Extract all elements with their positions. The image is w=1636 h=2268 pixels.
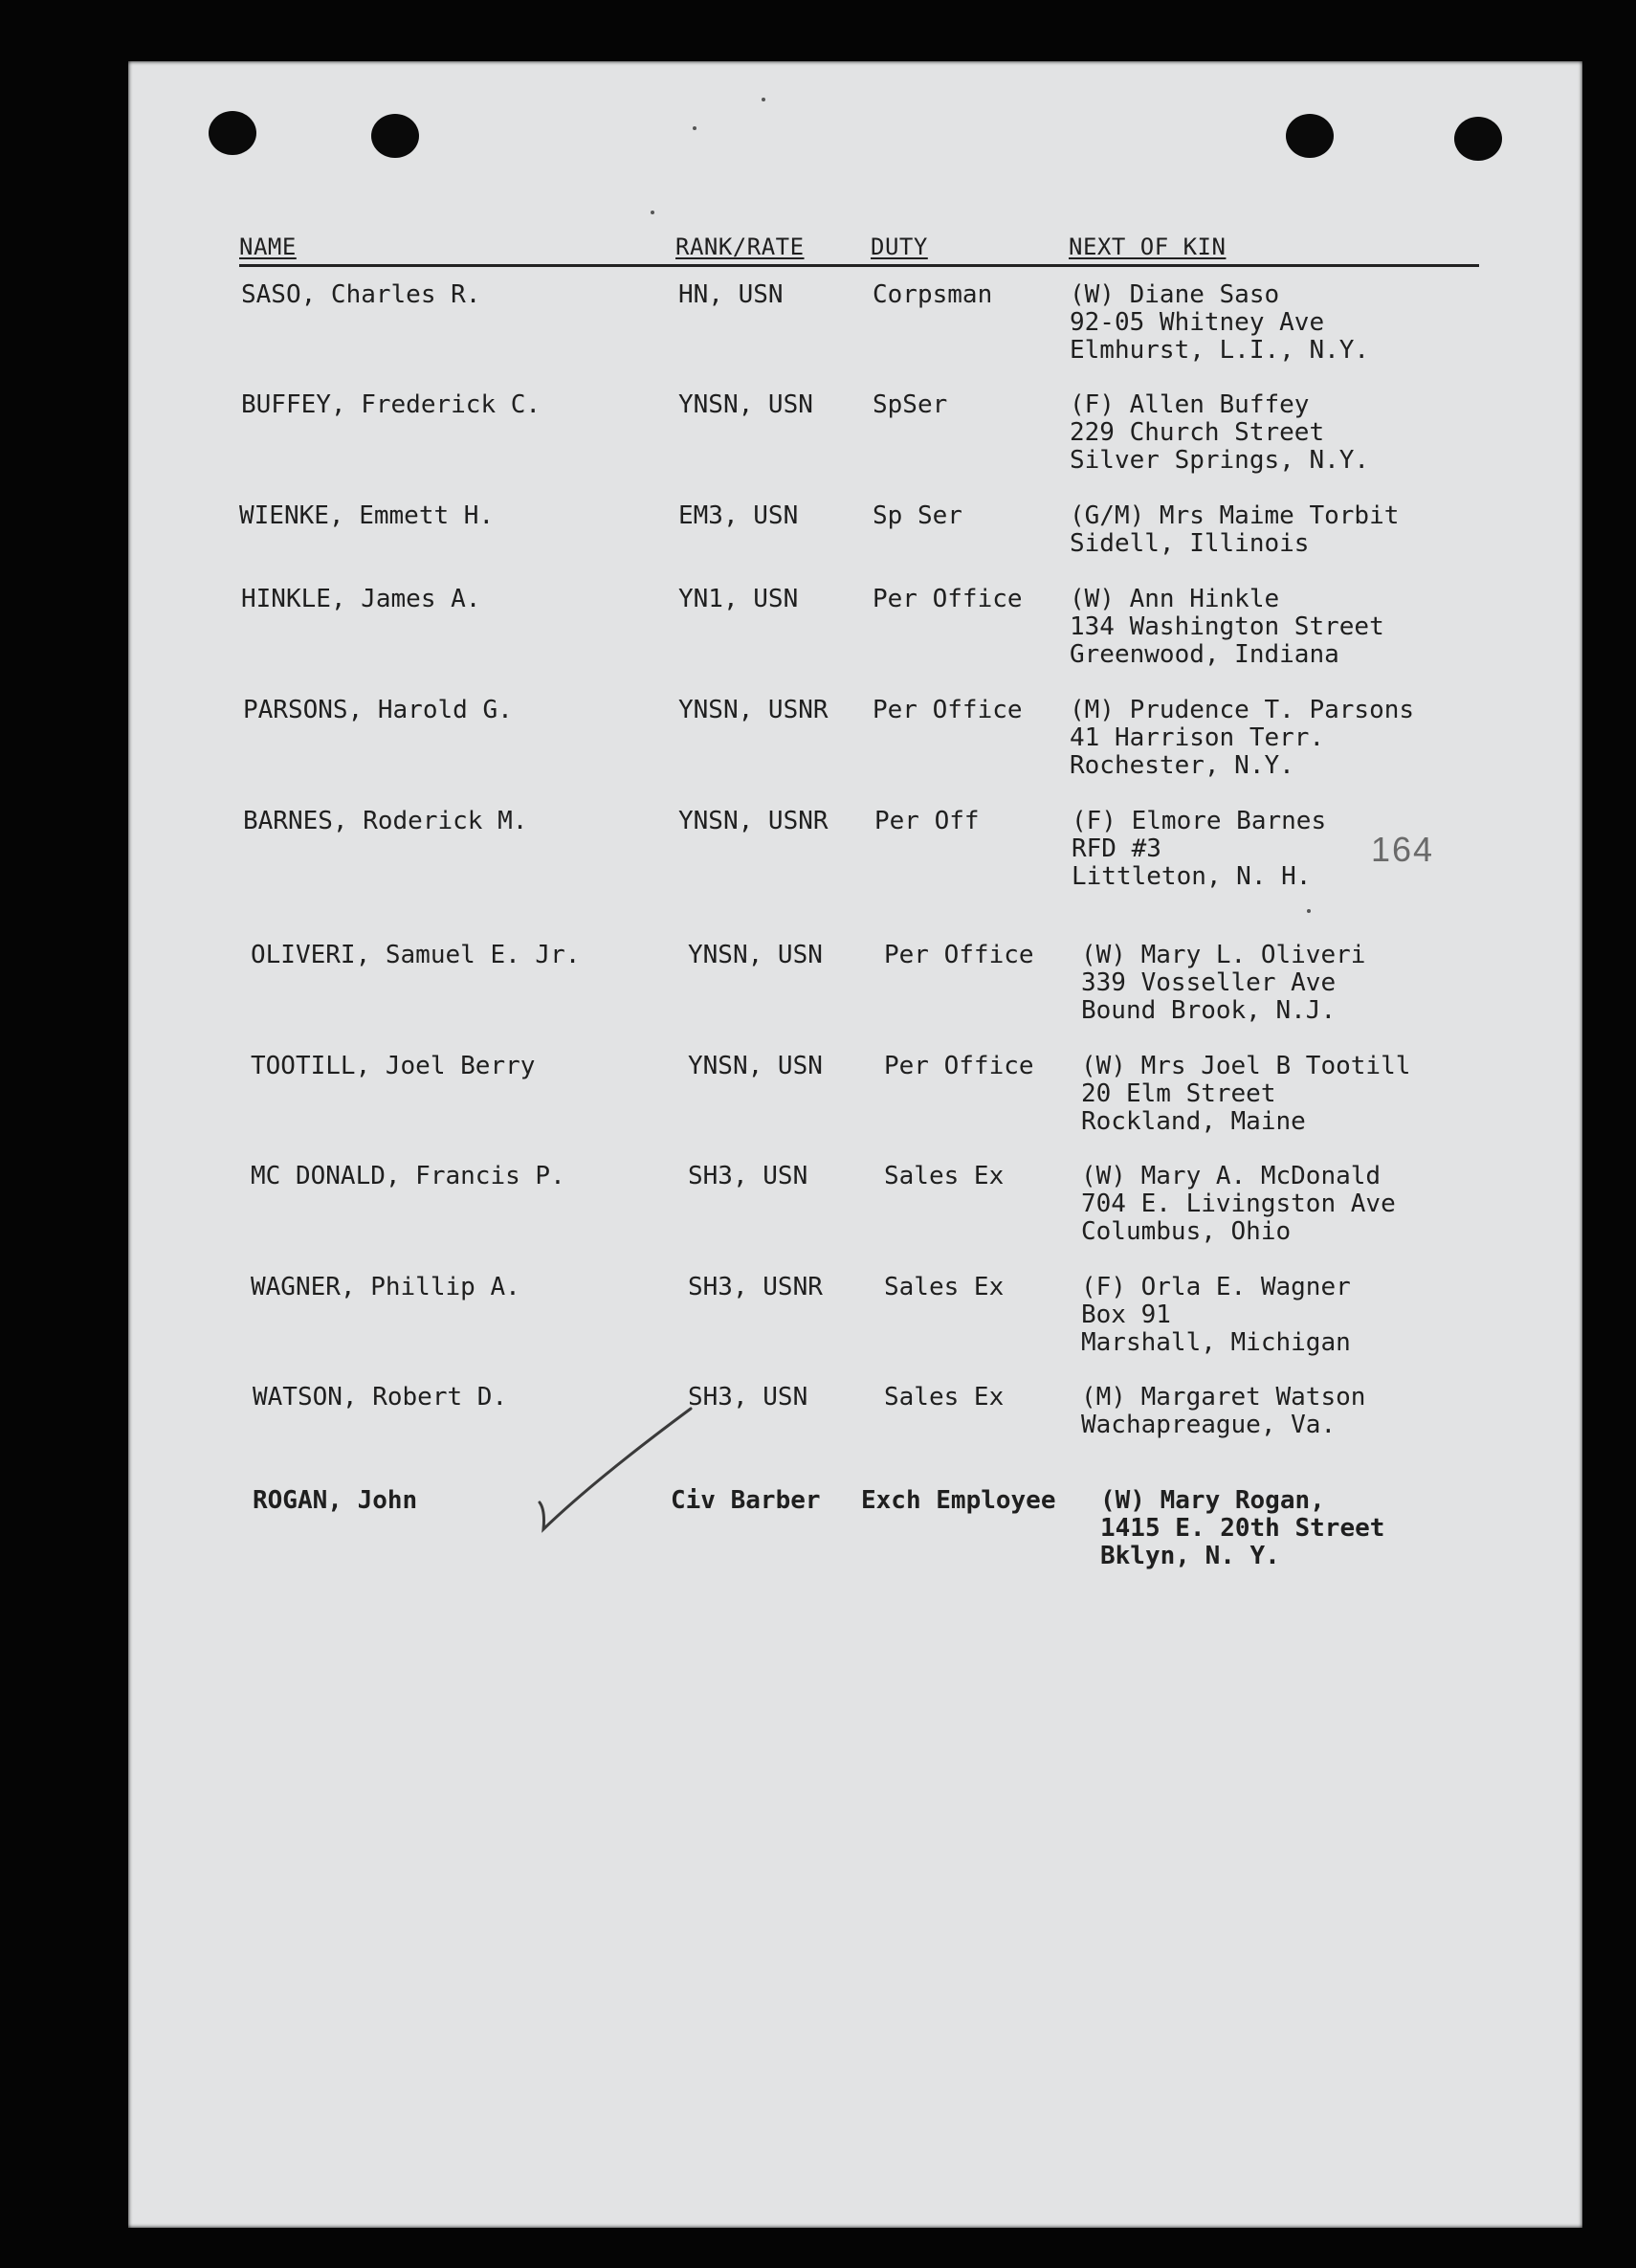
rank-cell: YN1, USN [678,585,799,613]
table-row [243,808,1483,894]
table-row [253,1384,1492,1441]
kin-line: 704 E. Livingston Ave [1081,1190,1396,1218]
table-row [251,1274,1491,1360]
name-cell: BUFFEY, Frederick C. [241,390,542,419]
binder-hole [1454,117,1502,161]
kin-line: Sidell, Illinois [1070,529,1310,558]
table-header [239,226,1479,267]
kin-line: (W) Mary Rogan, [1100,1486,1325,1515]
header-rank: RANK/RATE [675,233,805,260]
rank-cell: YNSN, USNR [678,696,829,724]
duty-cell: Sales Ex [884,1383,1005,1412]
name-cell: TOOTILL, Joel Berry [251,1052,536,1080]
page-number-annotation: 164 [1371,830,1435,869]
kin-line: (W) Ann Hinkle [1070,585,1280,613]
header-next-of-kin: NEXT OF KIN [1069,233,1227,260]
kin-line: 134 Washington Street [1070,612,1384,641]
kin-line: Bklyn, N. Y. [1100,1542,1280,1570]
kin-line: Bound Brook, N.J. [1081,996,1337,1025]
table-row [253,1487,1492,1573]
name-cell: OLIVERI, Samuel E. Jr. [251,941,581,969]
duty-cell: Per Off [874,807,980,835]
table-row [243,697,1483,783]
rank-cell: YNSN, USN [678,390,813,419]
next-of-kin-cell [1081,942,1365,1025]
name-cell: BARNES, Roderick M. [243,807,528,835]
speck [693,126,696,130]
table-row [251,942,1491,1028]
name-cell: SASO, Charles R. [241,280,481,309]
kin-line: 339 Vosseller Ave [1081,968,1337,997]
kin-line: Silver Springs, N.Y. [1070,446,1370,475]
duty-cell: Sales Ex [884,1162,1005,1190]
kin-line: (F) Orla E. Wagner [1081,1273,1351,1301]
duty-cell: Per Office [873,585,1023,613]
kin-line: Wachapreague, Va. [1081,1411,1337,1439]
kin-line: (F) Allen Buffey [1070,390,1310,419]
kin-line: Box 91 [1081,1301,1171,1329]
speck [651,211,654,214]
table-row [251,1053,1491,1139]
binder-hole [209,111,256,155]
kin-line: Columbus, Ohio [1081,1217,1292,1246]
rank-cell: YNSN, USN [688,941,823,969]
speck [762,98,765,101]
rank-cell: EM3, USN [678,501,799,530]
kin-line: 1415 E. 20th Street [1100,1514,1385,1543]
next-of-kin-cell [1070,502,1399,558]
header-name: NAME [239,233,297,260]
kin-line: (W) Diane Saso [1070,280,1280,309]
table-row [241,281,1481,367]
rank-cell: SH3, USN [688,1162,808,1190]
kin-line: Greenwood, Indiana [1070,640,1339,669]
name-cell: WAGNER, Phillip A. [251,1273,520,1301]
duty-cell: Sales Ex [884,1273,1005,1301]
rank-cell: HN, USN [678,280,784,309]
kin-line: Rockland, Maine [1081,1107,1306,1136]
speck [1307,909,1311,913]
duty-cell: Exch Employee [861,1486,1056,1515]
kin-line: (W) Mary A. McDonald [1081,1162,1382,1190]
kin-line: (G/M) Mrs Maime Torbit [1070,501,1400,530]
name-cell: MC DONALD, Francis P. [251,1162,565,1190]
rank-cell: Civ Barber [671,1486,821,1515]
next-of-kin-cell [1081,1163,1396,1246]
next-of-kin-cell [1070,391,1369,475]
kin-line: 41 Harrison Terr. [1070,723,1325,752]
name-cell: WIENKE, Emmett H. [239,501,495,530]
duty-cell: SpSer [873,390,948,419]
rank-cell: SH3, USN [688,1383,808,1412]
duty-cell: Sp Ser [873,501,962,530]
name-cell: ROGAN, John [253,1486,418,1515]
table-row [241,391,1481,478]
kin-line: RFD #3 [1072,834,1161,863]
kin-line: (M) Prudence T. Parsons [1070,696,1415,724]
rank-cell: SH3, USNR [688,1273,823,1301]
duty-cell: Per Office [873,696,1023,724]
duty-cell: Per Office [884,941,1034,969]
kin-line: (M) Margaret Watson [1081,1383,1366,1412]
next-of-kin-cell [1100,1487,1384,1570]
next-of-kin-cell [1070,586,1384,669]
kin-line: Rochester, N.Y. [1070,751,1294,780]
duty-cell: Corpsman [873,280,993,309]
next-of-kin-cell [1081,1274,1351,1357]
next-of-kin-cell [1070,281,1369,365]
next-of-kin-cell [1072,808,1326,891]
kin-line: Littleton, N. H. [1072,862,1312,891]
kin-line: 229 Church Street [1070,418,1325,447]
kin-line: Marshall, Michigan [1081,1328,1351,1357]
next-of-kin-cell [1070,697,1414,780]
name-cell: HINKLE, James A. [241,585,481,613]
kin-line: (W) Mrs Joel B Tootill [1081,1052,1411,1080]
name-cell: PARSONS, Harold G. [243,696,513,724]
document-page [128,61,1582,2228]
kin-line: 92-05 Whitney Ave [1070,308,1325,337]
binder-hole [371,114,419,158]
duty-cell: Per Office [884,1052,1034,1080]
rank-cell: YNSN, USNR [678,807,829,835]
table-row [241,586,1481,672]
kin-line: 20 Elm Street [1081,1079,1276,1108]
table-row [251,1163,1491,1249]
kin-line: (F) Elmore Barnes [1072,807,1327,835]
rank-cell: YNSN, USN [688,1052,823,1080]
next-of-kin-cell [1081,1384,1365,1439]
kin-line: (W) Mary L. Oliveri [1081,941,1366,969]
next-of-kin-cell [1081,1053,1410,1136]
kin-line: Elmhurst, L.I., N.Y. [1070,336,1370,365]
name-cell: WATSON, Robert D. [253,1383,508,1412]
header-duty: DUTY [871,233,928,260]
binder-hole [1286,114,1334,158]
table-row [239,502,1479,560]
